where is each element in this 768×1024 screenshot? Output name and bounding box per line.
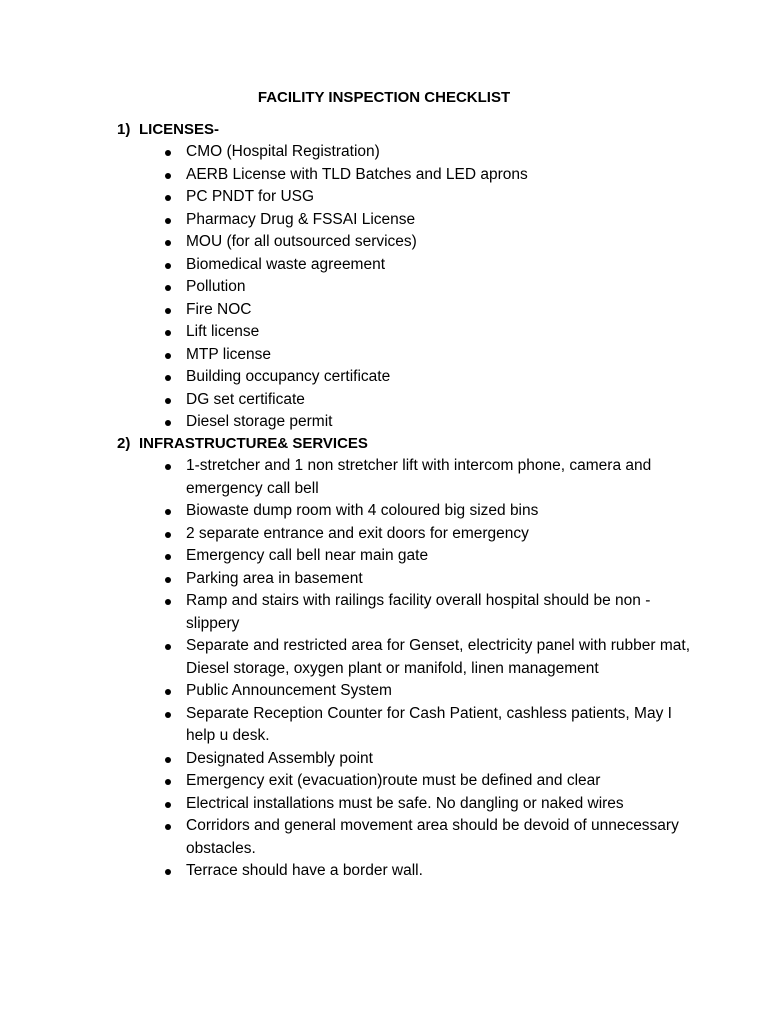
list-item bbox=[117, 344, 697, 367]
document-title: FACILITY INSPECTION CHECKLIST bbox=[257, 89, 511, 106]
list-item-text: Fire NOC bbox=[186, 300, 252, 318]
list-item-text: Electrical installations must be safe. No dangling or naked wires bbox=[186, 794, 624, 812]
list-item-text: Parking area in basement bbox=[186, 569, 363, 587]
list-item bbox=[117, 545, 697, 568]
list-item-text: Public Announcement System bbox=[186, 682, 392, 699]
bullet-icon bbox=[165, 824, 171, 830]
list-item-text: Pharmacy Drug & FSSAI License bbox=[186, 210, 416, 228]
list-item-text: PC PNDT for USG bbox=[186, 188, 315, 205]
bullet-icon bbox=[165, 599, 171, 605]
list-item bbox=[117, 186, 697, 209]
section-heading bbox=[117, 119, 697, 141]
bullet-icon bbox=[165, 554, 171, 560]
list-item bbox=[117, 321, 697, 344]
list-item-text: Biomedical waste agreement bbox=[186, 255, 386, 273]
list-item-text: Emergency exit (evacuation)route must be defined and clear bbox=[186, 772, 601, 789]
list-item-text: Designated Assembly point bbox=[186, 749, 373, 767]
list-item bbox=[117, 254, 697, 277]
section-infrastructure-services bbox=[117, 433, 697, 883]
bullet-icon bbox=[165, 308, 171, 314]
bullet-icon bbox=[165, 420, 171, 426]
bullet-icon bbox=[165, 757, 171, 763]
list-item-text: AERB License with TLD Batches and LED aprons bbox=[186, 165, 528, 183]
bullet-icon bbox=[165, 577, 171, 583]
section-title: INFRASTRUCTURE& SERVICES bbox=[139, 435, 368, 452]
list-item bbox=[117, 523, 697, 546]
bullet-icon bbox=[165, 464, 171, 470]
list-item bbox=[117, 231, 697, 254]
infrastructure-list bbox=[117, 455, 697, 883]
list-item-text: MTP license bbox=[186, 345, 271, 363]
list-item-text: CMO (Hospital Registration) bbox=[186, 143, 380, 160]
list-item bbox=[117, 680, 697, 703]
bullet-icon bbox=[165, 689, 171, 695]
list-item bbox=[117, 815, 697, 860]
list-item bbox=[117, 860, 697, 883]
bullet-icon bbox=[165, 644, 171, 650]
bullet-icon bbox=[165, 532, 171, 538]
list-item-text: MOU (for all outsourced services) bbox=[186, 233, 417, 250]
list-item-text: Separate and restricted area for Genset, electricity panel with rubber mat, Diesel storage, oxygen plant or manifold, linen management bbox=[186, 637, 690, 677]
list-item-text: Building occupancy certificate bbox=[186, 368, 391, 385]
bullet-icon bbox=[165, 398, 171, 404]
bullet-icon bbox=[165, 173, 171, 179]
bullet-icon bbox=[165, 195, 171, 201]
list-item-text: DG set certificate bbox=[186, 390, 305, 408]
section-number: 2) bbox=[117, 435, 131, 452]
list-item bbox=[117, 299, 697, 322]
list-item-text: 1-stretcher and 1 non stretcher lift with intercom phone, camera and emergency call bell bbox=[186, 457, 652, 497]
section-number: 1) bbox=[117, 121, 131, 138]
list-item-text: Biowaste dump room with 4 coloured big sized bins bbox=[186, 502, 539, 519]
list-item bbox=[117, 209, 697, 232]
bullet-icon bbox=[165, 712, 171, 718]
list-item-text: Pollution bbox=[186, 278, 246, 295]
section-heading bbox=[117, 433, 697, 455]
bullet-icon bbox=[165, 779, 171, 785]
bullet-icon bbox=[165, 509, 171, 515]
list-item-text: Lift license bbox=[186, 323, 260, 340]
list-item bbox=[117, 164, 697, 187]
bullet-icon bbox=[165, 330, 171, 336]
section-licenses bbox=[117, 119, 697, 434]
bullet-icon bbox=[165, 869, 171, 875]
list-item bbox=[117, 748, 697, 771]
list-item bbox=[117, 276, 697, 299]
bullet-icon bbox=[165, 150, 171, 156]
list-item-text: Corridors and general movement area should be devoid of unnecessary obstacles. bbox=[186, 817, 679, 857]
list-item bbox=[117, 455, 697, 500]
list-item-text: Diesel storage permit bbox=[186, 413, 333, 430]
list-item bbox=[117, 500, 697, 523]
list-item bbox=[117, 635, 697, 680]
list-item-text: Terrace should have a border wall. bbox=[186, 862, 423, 879]
list-item-text: Ramp and stairs with railings facility overall hospital should be non -slippery bbox=[186, 592, 651, 632]
bullet-icon bbox=[165, 240, 171, 246]
list-item bbox=[117, 770, 697, 793]
bullet-icon bbox=[165, 353, 171, 359]
list-item bbox=[117, 590, 697, 635]
list-item bbox=[117, 568, 697, 591]
section-title: LICENSES- bbox=[139, 121, 220, 138]
list-item bbox=[117, 141, 697, 164]
list-item bbox=[117, 389, 697, 412]
list-item bbox=[117, 703, 697, 748]
bullet-icon bbox=[165, 375, 171, 381]
list-item-text: Emergency call bell near main gate bbox=[186, 547, 429, 564]
licenses-list bbox=[117, 141, 697, 434]
list-item bbox=[117, 411, 697, 434]
bullet-icon bbox=[165, 802, 171, 808]
bullet-icon bbox=[165, 285, 171, 291]
list-item-text: 2 separate entrance and exit doors for emergency bbox=[186, 524, 529, 542]
bullet-icon bbox=[165, 263, 171, 269]
list-item-text: Separate Reception Counter for Cash Patient, cashless patients, May I help u desk. bbox=[186, 704, 672, 744]
bullet-icon bbox=[165, 218, 171, 224]
list-item bbox=[117, 366, 697, 389]
list-item bbox=[117, 793, 697, 816]
